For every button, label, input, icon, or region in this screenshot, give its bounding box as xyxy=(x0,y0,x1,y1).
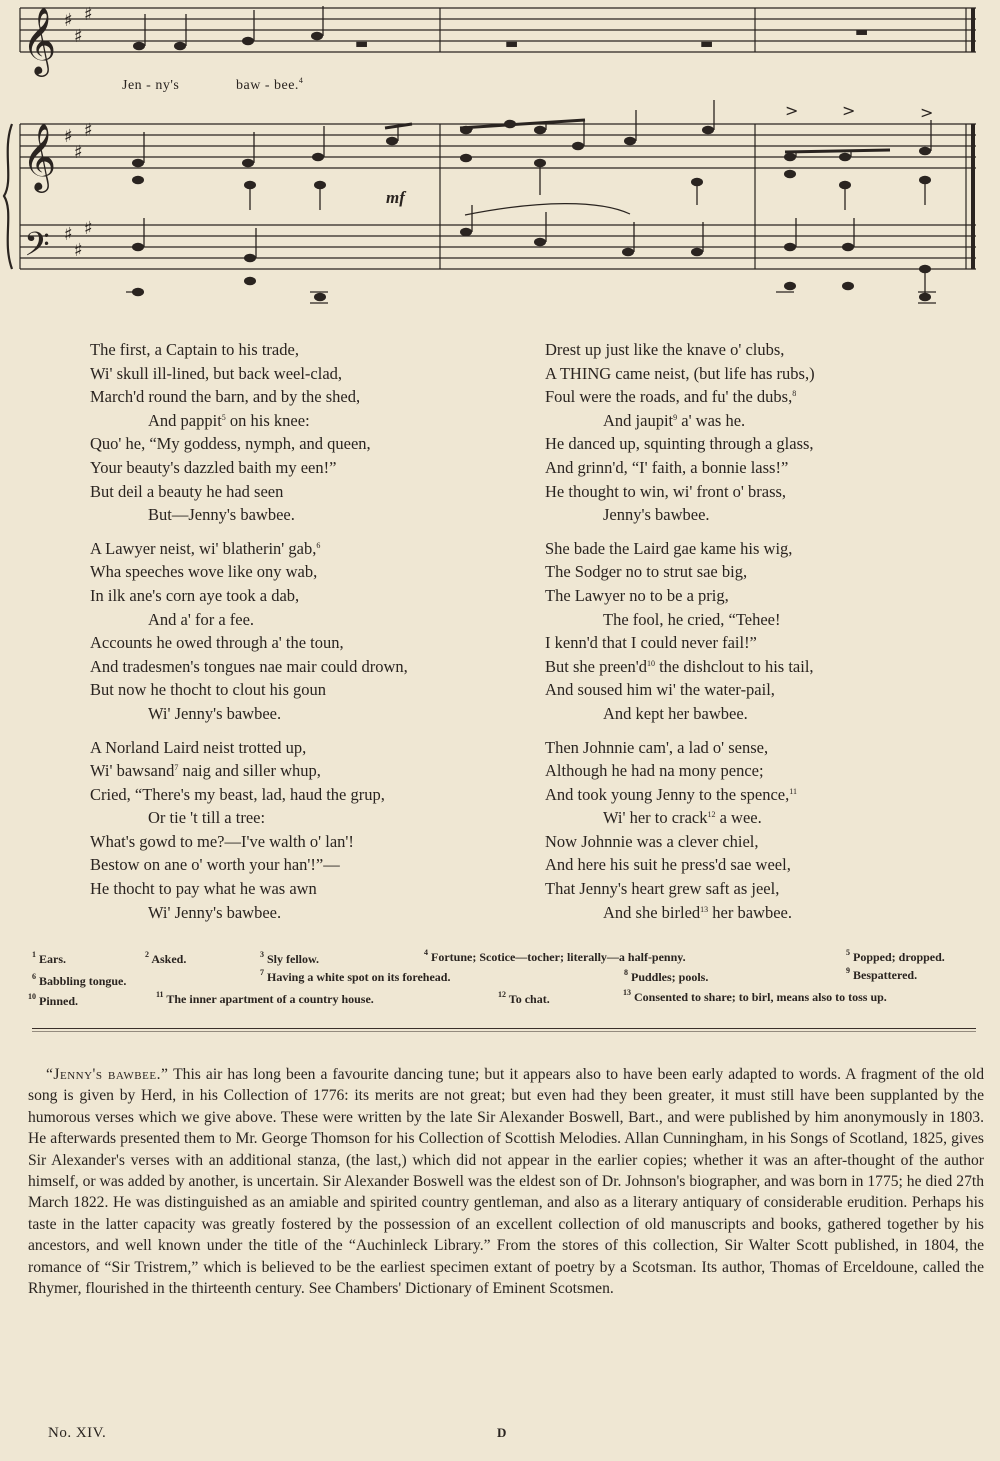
svg-text:▬: ▬ xyxy=(855,24,869,40)
verse-line: And soused him wi' the water-pail, xyxy=(545,680,775,700)
treble-clef-icon: 𝄞 xyxy=(22,122,57,190)
footnote: $^7$ Having a white spot on its forehead. xyxy=(260,968,451,984)
footnote: $^6$ Babbling tongue. xyxy=(32,972,127,988)
treble-staff xyxy=(20,124,976,168)
music-score xyxy=(0,0,1000,330)
lyric-text: baw - bee. xyxy=(236,78,299,93)
footnote: $^1$ Ears. xyxy=(32,950,66,966)
footnote: $^{10}$ Pinned. xyxy=(28,992,79,1008)
footnote-ref: 8 xyxy=(792,389,797,399)
svg-text:♯: ♯ xyxy=(74,26,83,47)
verse-line: And jaupit$^9$ a' was he. xyxy=(603,410,746,430)
footnote-ref: 13 xyxy=(700,904,709,914)
verse-line: Cried, “There's my beast, lad, haud the grup, xyxy=(90,784,385,804)
verse-line: And a' for a fee. xyxy=(148,609,255,629)
footnote-ref: 11 xyxy=(789,786,797,796)
footnote: $^{11}$ The inner apartment of a country house. xyxy=(156,990,374,1006)
verse-line: But she $preen'd^{10}$ the dishclout to his tail, xyxy=(545,656,814,676)
verse-line: And tradesmen's tongues nae mair could drown, xyxy=(90,656,408,676)
verse-line: The first, a Captain to his trade, xyxy=(90,340,299,359)
svg-text:>: > xyxy=(842,101,856,120)
commentary-paragraph xyxy=(28,1064,984,1299)
stanza xyxy=(90,537,408,726)
commentary xyxy=(28,1064,984,1299)
verse-line: Wi' Jenny's bawbee. xyxy=(148,902,282,922)
svg-text:▬: ▬ xyxy=(505,36,519,52)
divider-rule xyxy=(32,1031,976,1032)
footnote-ref: 6 xyxy=(316,540,321,550)
stanza xyxy=(90,736,408,925)
lyric-text: Jen - ny's xyxy=(122,78,180,93)
stanza xyxy=(90,338,408,527)
verse-line: And pappit$^5$ on his knee: xyxy=(148,410,310,430)
bass-clef-icon: 𝄢 xyxy=(24,226,50,272)
verse-line: Quo' he, “My goddess, nymph, and queen, xyxy=(90,434,371,454)
verse-line: But deil a beauty he had seen xyxy=(90,481,284,501)
stanza xyxy=(545,338,815,527)
verse-line: Wi' skull ill-lined, but back weel-clad, xyxy=(90,363,343,383)
verse-line: He thocht to pay what he was awn xyxy=(90,879,317,899)
svg-text:♯: ♯ xyxy=(64,126,73,147)
svg-text:♯: ♯ xyxy=(84,4,93,25)
verse-line: And she birled$^{13}$ her bawbee. xyxy=(603,902,792,922)
verse-line: The Sodger no to strut sae big, xyxy=(545,562,748,582)
verse-line: And took young Jenny to the spence,$^{11}$ xyxy=(545,784,797,804)
footnote-ref: 9 xyxy=(673,412,678,422)
verses-right-column xyxy=(545,338,815,934)
svg-text:▬: ▬ xyxy=(700,36,714,52)
svg-text:♯: ♯ xyxy=(84,120,93,141)
lyric-syllable xyxy=(122,78,179,94)
footnote-ref: 12 xyxy=(707,810,716,820)
verse-line: Although he had na mony pence; xyxy=(545,761,764,781)
stanza xyxy=(545,736,815,925)
lyric-syllable xyxy=(236,78,303,94)
commentary-lead: “Jenny's bawbee.” xyxy=(46,1066,169,1083)
vocal-staff xyxy=(20,8,976,52)
divider-rule xyxy=(32,1028,976,1029)
verse-line: Or tie 't till a tree: xyxy=(148,808,266,828)
footnote: $^9$ Bespattered. xyxy=(846,966,918,982)
footnotes xyxy=(28,948,988,1010)
footnote-ref: 7 xyxy=(174,763,179,773)
verse-line: Wha speeches wove like ony wab, xyxy=(90,562,318,582)
verse-line: Drest up just like the knave o' clubs, xyxy=(545,340,785,359)
verse-line: A THING came neist, (but life has rubs,) xyxy=(545,363,815,383)
svg-text:▬: ▬ xyxy=(355,36,369,52)
dynamic-marking: mf xyxy=(386,188,405,207)
signature-mark: D xyxy=(497,1425,507,1440)
lyric-footnote-ref: 4 xyxy=(298,76,304,85)
verse-line: That Jenny's heart grew saft as jeel, xyxy=(545,879,780,899)
svg-text:♯: ♯ xyxy=(74,240,83,261)
svg-text:♯: ♯ xyxy=(74,142,83,163)
page-number: No. XIV. xyxy=(48,1425,107,1441)
verse-line: March'd round the barn, and by the shed, xyxy=(90,387,361,407)
verse-line: A Norland Laird neist trotted up, xyxy=(90,737,307,757)
verses-left-column xyxy=(90,338,408,934)
verse-line: But—Jenny's bawbee. xyxy=(148,505,295,525)
footnote: $^{13}$ Consented to share; to birl, means also to toss up. xyxy=(623,988,887,1004)
footnote: $^8$ Puddles; pools. xyxy=(624,968,709,984)
verse-line: Bestow on ane o' worth your han'!”— xyxy=(90,855,340,875)
verse-line: Accounts he owed through a' the toun, xyxy=(90,633,344,653)
svg-text:>: > xyxy=(785,101,799,120)
footnote: $^2$ Asked. xyxy=(145,950,187,966)
verse-line: Foul were the roads, and fu' the dubs,$^8$ xyxy=(545,387,797,407)
verse-line: The Lawyer no to be a prig, xyxy=(545,585,729,605)
svg-text:♯: ♯ xyxy=(64,224,73,245)
verse-line: A Lawyer neist, wi' blatherin' gab,$^6$ xyxy=(90,538,321,558)
verse-line: Wi' Jenny's bawbee. xyxy=(148,703,282,723)
verse-line: And grinn'd, “I' faith, a bonnie lass!” xyxy=(545,457,789,477)
footnote: $^4$ Fortune; Scotice—tocher; literally—a half-penny. xyxy=(424,948,686,964)
footnote: $^5$ Popped; dropped. xyxy=(846,948,945,964)
commentary-body: This air has long been a favourite dancing tune; but it appears also to have been early adapted to words. A fragment of the old song is given by Herd, in his Collection of 1776: its merits are not great; but even had they been greater, it must still have been supplanted by the humorous verses which we give above. These were written by the late Sir Alexander Boswell, Bart., and were published by him anonymously in 1803. He afterwards presented them to Mr. George Thomson for his Collection of Scottish Melodies. Allan Cunningham, in his Songs of Scotland, 1825, gives Sir Alexander's verses with an additional stanza, (the last,) which did not appear in the earlier copies; whether it was an after-thought of the author himself, or was added by another, is uncertain. Sir Alexander Boswell was the eldest son of Dr. Johnson's biographer, and was born in 1775; he died 27th March 1822. He was distinguished as an amiable and spirited country gentleman, and also as a literary antiquary of considerable erudition. Perhaps his taste in the latter capacity was greatly fostered by the possession of an excellent collection of old manuscripts and books, gathered together by his ancestors, and well known under the title of the “Auchinleck Library.” From the stores of this collection, Sir Walter Scott published, in 1804, the romance of “Sir Tristrem,” which is believed to be the earliest specimen extant of poetry by a Scotsman. Its author, Thomas of Erceldoune, called the Rhymer, flourished in the thirteenth century. See Chambers' Dictionary of Eminent Scotsmen. xyxy=(28,1066,984,1298)
stanza xyxy=(545,537,815,726)
verse-line: He danced up, squinting through a glass, xyxy=(545,434,814,454)
verse-line: I kenn'd that I could never fail!” xyxy=(545,633,757,653)
svg-text:♯: ♯ xyxy=(84,218,93,239)
verse-line: In ilk ane's corn aye took a dab, xyxy=(90,585,300,605)
svg-text:>: > xyxy=(920,103,934,122)
verse-line: She bade the Laird gae kame his wig, xyxy=(545,538,793,558)
footnote-ref: 5 xyxy=(221,412,226,422)
verse-line: He thought to win, wi' front o' brass, xyxy=(545,481,787,501)
footnote: $^{12}$ To chat. xyxy=(498,990,550,1006)
verse-line: But now he thocht to clout his goun xyxy=(90,680,327,700)
verse-line: And here his suit he press'd sae weel, xyxy=(545,855,791,875)
bass-staff xyxy=(20,225,976,269)
verse-line: Wi' her to crack$^{12}$ a wee. xyxy=(603,808,762,828)
footnote: $^3$ Sly fellow. xyxy=(260,950,320,966)
verse-line: The fool, he cried, “Tehee! xyxy=(603,609,781,629)
verse-line: And kept her bawbee. xyxy=(603,703,748,723)
verse-line: Now Johnnie was a clever chiel, xyxy=(545,831,759,851)
verse-line: What's gowd to me?—I've walth o' lan'! xyxy=(90,831,354,851)
footnote-ref: 10 xyxy=(646,658,655,668)
verse-line: Jenny's bawbee. xyxy=(603,505,710,525)
verse-line: Your beauty's dazzled baith my een!” xyxy=(90,457,337,477)
svg-text:♯: ♯ xyxy=(64,10,73,31)
verse-line: Then Johnnie cam', a lad o' sense, xyxy=(545,737,769,757)
verse-line: Wi' bawsand$^7$ naig and siller whup, xyxy=(90,761,321,781)
treble-clef-icon: 𝄞 xyxy=(22,6,57,74)
